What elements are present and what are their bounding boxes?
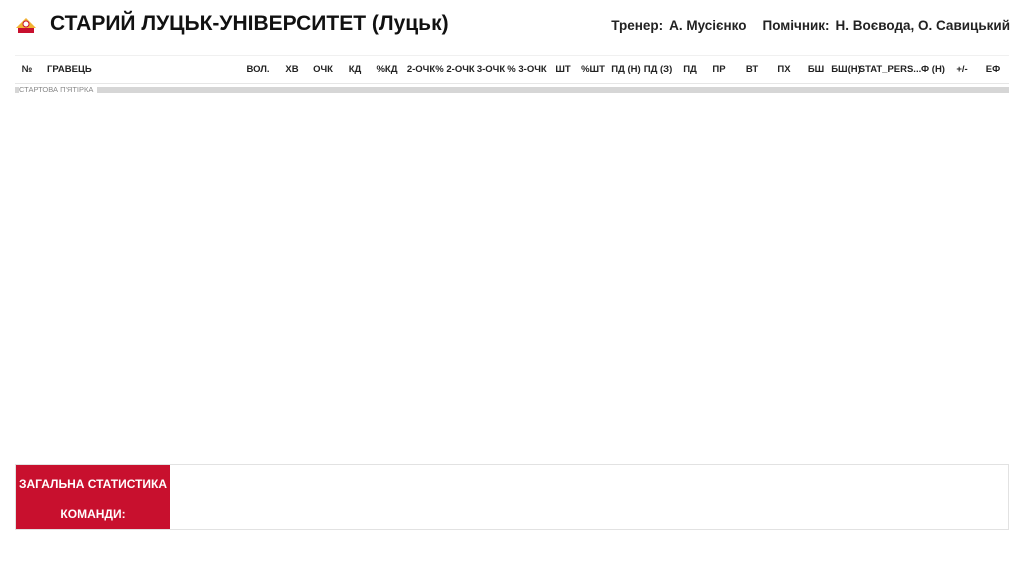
column-header[interactable]: STAT_PERS... [858,64,922,75]
column-header[interactable]: БШ [807,64,825,75]
summary-title-line1: ЗАГАЛЬНА СТАТИСТИКА [18,477,168,491]
section-starters [15,84,1009,95]
column-header[interactable]: ПД (Н) [611,64,641,75]
column-header[interactable]: +/- [956,64,968,75]
column-header[interactable]: % 3-ОЧК [507,64,547,75]
column-header[interactable]: ХВ [285,64,299,75]
column-header[interactable]: 2-ОЧК [406,64,436,75]
column-header[interactable]: ПХ [777,64,791,75]
column-header[interactable]: ПД [683,64,697,75]
team-title: СТАРИЙ ЛУЦЬК-УНІВЕРСИТЕТ (Луцьк) [50,12,449,35]
column-header[interactable]: %ШТ [581,64,605,75]
column-header[interactable]: ПР [712,64,726,75]
assistant-label: Помічник: [762,18,830,33]
assistant-names: Н. Воєвода, О. Савицький [835,18,1010,33]
column-header[interactable]: Ф (Н) [921,64,945,75]
table-header-row [15,55,1009,84]
team-summary-panel [15,464,1009,530]
column-header[interactable]: %КД [376,64,398,75]
column-header[interactable]: ГРАВЕЦЬ [47,64,92,75]
coaches-info [611,18,1010,33]
column-header[interactable]: % 2-ОЧК [435,64,475,75]
coach-label: Тренер: [611,18,664,33]
column-header[interactable]: ШТ [555,64,571,75]
summary-title [16,465,170,529]
column-header[interactable]: ПД (З) [643,64,673,75]
team-header [0,0,1024,50]
column-header[interactable]: ВОЛ. [246,64,270,75]
column-header[interactable]: № [21,64,33,75]
column-header[interactable]: 3-ОЧК [476,64,506,75]
section-divider [15,87,1009,93]
column-header[interactable]: ОЧК [313,64,333,75]
section-label: СТАРТОВА П'ЯТІРКА [19,85,97,94]
column-header[interactable]: КД [348,64,362,75]
column-header[interactable]: ЕФ [985,64,1001,75]
column-header[interactable]: БШ(Н) [831,64,861,75]
column-header[interactable]: ВТ [745,64,759,75]
summary-title-line2: КОМАНДИ: [60,507,126,521]
team-logo-icon [14,14,38,36]
coach-name: А. Мусієнко [669,18,747,33]
box-score-table [15,55,1009,95]
